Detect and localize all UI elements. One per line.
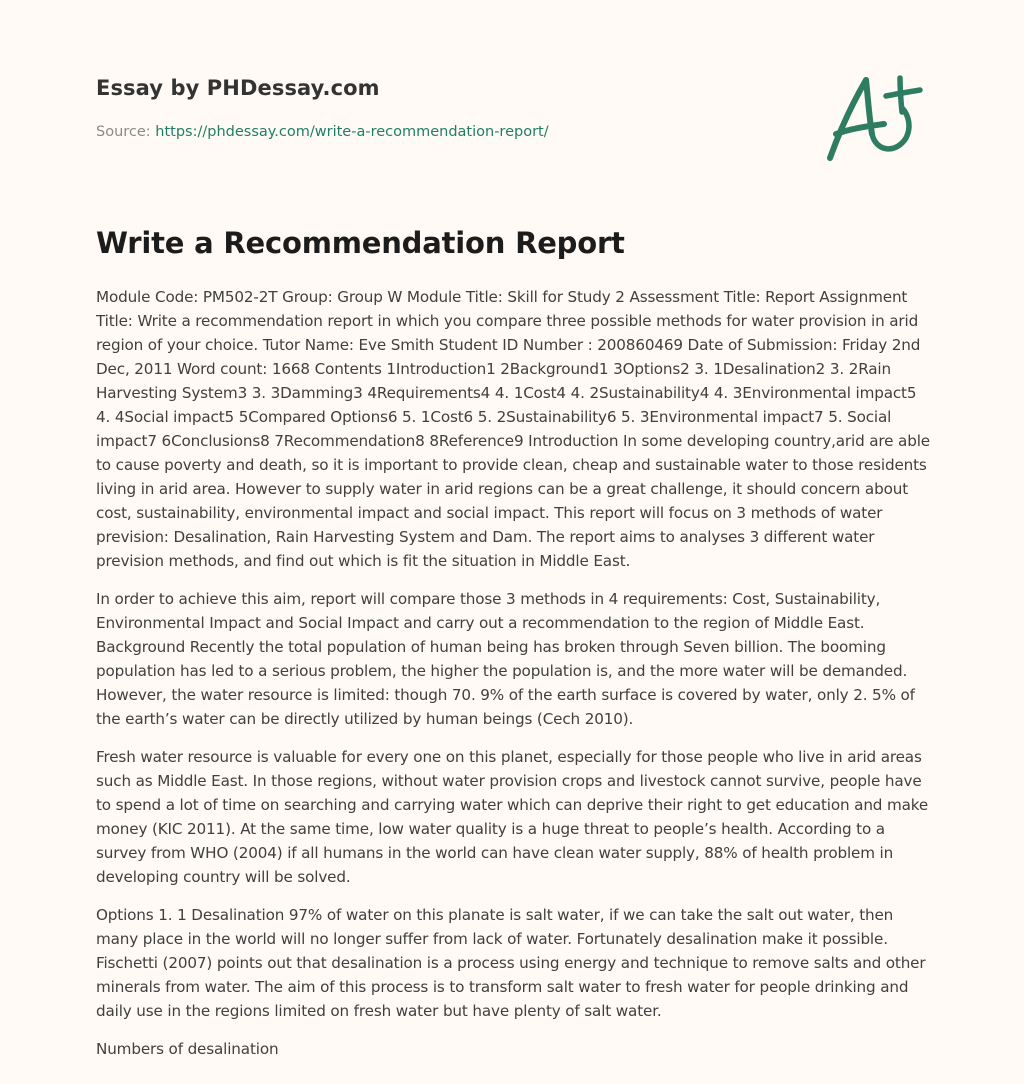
essay-paragraph: In order to achieve this aim, report will compare those 3 methods in 4 requirements: Cost, Sustainability, Environmental Impact and Social Impact and carry out a recommendation to the region of Middle East. Background Recently the total population of human being has broken through Seven billion. The booming population has led to a serious problem, the higher the population is, and the more water will be demanded. However, the water resource is limited: though 70. 9% of the earth surface is covered by water, only 2. 5% of the earth’s water can be directly utilized by human beings (Cech 2010).: [96, 590, 915, 728]
essay-paragraph: Numbers of desalination: [96, 1040, 279, 1058]
source-link[interactable]: https://phdessay.com/write-a-recommendation-report/: [155, 124, 549, 140]
essay-paragraph: Module Code: PM502-2T Group: Group W Module Title: Skill for Study 2 Assessment Title: Report Assignment Title: Write a recommendation report in which you compare three possible methods for water provision in arid region of your choice. Tutor Name: Eve Smith Student ID Number : 200860469 Date of Submission: Friday 2nd Dec, 2011 Word count: 1668 Contents 1Introduction1 2Background1 3Options2 3. 1Desalination2 3. 2Rain Harvesting System3 3. 3Damming3 4Requirements4 4. 1Cost4 4. 2Sustainability4 4. 3Environmental impact5 4. 4Social impact5 5Compared Options6 5. 1Cost6 5. 2Sustainability6 5. 3Environmental impact7 5. Social impact7 6Conclusions8 7Recommendation8 8Reference9 Introduction In some developing country,arid are able to cause poverty and death, so it is important to provide clean, cheap and sustainable water to those residents living in arid area. However to supply water in arid regions can be a great challenge, it should concern about cost, sustainability, environmental impact and social impact. This report will focus on 3 methods of water prevision: Desalination, Rain Harvesting System and Dam. The report aims to analyses 3 different water prevision methods, and find out which is fit the situation in Middle East.: [96, 288, 930, 570]
site-brand: Essay by PHDessay.com: [96, 76, 380, 100]
essay-title: Write a Recommendation Report: [96, 226, 625, 260]
essay-body: [96, 285, 932, 1075]
source-label: Source:: [96, 124, 156, 140]
a-plus-grade-icon: [822, 68, 926, 164]
source-line: [96, 124, 549, 140]
essay-paragraph: Options 1. 1 Desalination 97% of water on this planate is salt water, if we can take the salt out water, then many place in the world will no longer suffer from lack of water. Fortunately desalination make it possible. Fischetti (2007) points out that desalination is a process using energy and technique to remove salts and other minerals from water. The aim of this process is to transform salt water to fresh water for people drinking and daily use in the regions limited on fresh water but have plenty of salt water.: [96, 906, 926, 1020]
essay-paragraph: Fresh water resource is valuable for every one on this planet, especially for those people who live in arid areas such as Middle East. In those regions, without water provision crops and livestock cannot survive, people have to spend a lot of time on searching and carrying water which can deprive their right to get education and make money (KIC 2011). At the same time, low water quality is a huge threat to people’s health. According to a survey from WHO (2004) if all humans in the world can have clean water supply, 88% of health problem in developing country will be solved.: [96, 748, 929, 886]
